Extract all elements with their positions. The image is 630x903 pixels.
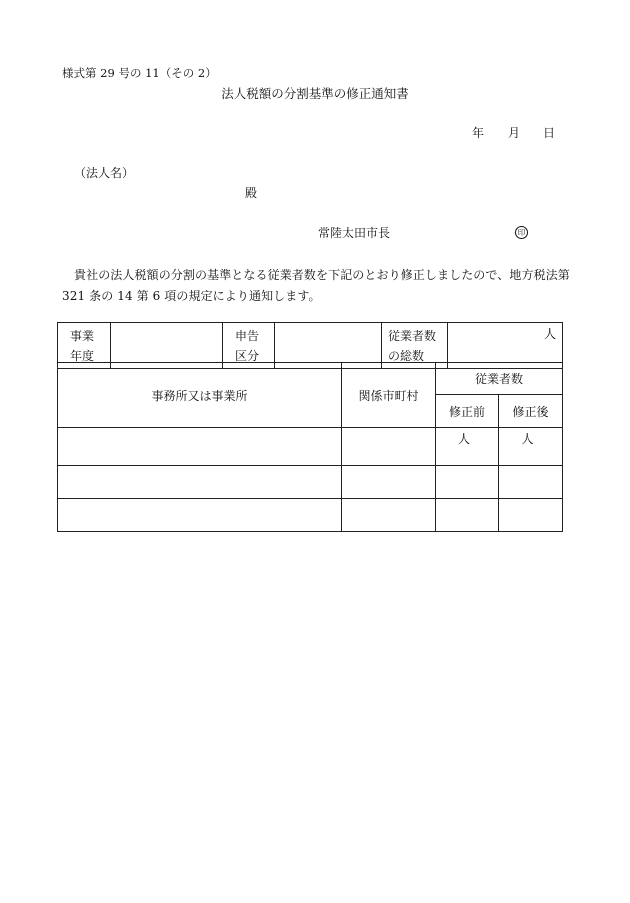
employees-header: 従業者数 — [436, 363, 563, 395]
total-employees-label-line1: 従業者数 — [388, 328, 437, 343]
seal-mark-icon: 印 — [515, 226, 528, 239]
after-correction-cell[interactable] — [499, 466, 563, 499]
municipality-cell[interactable] — [342, 466, 436, 499]
issuer-name: 常陸太田市長 — [318, 226, 391, 240]
after-unit: 人 — [521, 432, 534, 446]
municipality-header: 関係市町村 — [342, 363, 436, 428]
total-employees-unit: 人 — [543, 327, 556, 341]
date-day-label: 日 — [543, 126, 556, 140]
before-correction-header: 修正前 — [436, 395, 499, 428]
municipality-cell[interactable] — [342, 499, 436, 532]
office-cell[interactable] — [58, 499, 342, 532]
filing-type-label-line2: 区分 — [235, 348, 260, 363]
corporation-name-label: （法人名） — [74, 166, 135, 180]
total-employees-label-line2: の総数 — [388, 348, 425, 363]
before-correction-cell[interactable] — [436, 499, 499, 532]
fiscal-year-label-line1: 事業 — [70, 328, 95, 343]
table-row — [58, 466, 563, 499]
after-correction-cell[interactable] — [499, 428, 563, 466]
date-month-label: 月 — [508, 126, 521, 140]
notice-body-text: 貴社の法人税額の分割の基準となる従業者数を下記のとおり修正しましたので、地方税法第 321 条の 14 第 6 項の規定により通知します。 — [62, 268, 570, 303]
after-correction-cell[interactable] — [499, 499, 563, 532]
table-row — [58, 499, 563, 532]
municipality-cell[interactable] — [342, 428, 436, 466]
office-header: 事務所又は事業所 — [58, 363, 342, 428]
office-cell[interactable] — [58, 466, 342, 499]
recipient-honorific: 殿 — [245, 186, 258, 200]
before-correction-cell[interactable] — [436, 466, 499, 499]
header-row — [58, 363, 563, 395]
form-number: 様式第 29 号の 11（その 2） — [62, 66, 217, 80]
document-title: 法人税額の分割基準の修正通知書 — [221, 86, 409, 101]
after-correction-header: 修正後 — [499, 395, 563, 428]
office-employees-table — [57, 362, 563, 532]
before-correction-cell[interactable] — [436, 428, 499, 466]
table-row — [58, 428, 563, 466]
fiscal-year-label-line2: 年度 — [70, 348, 95, 363]
filing-type-label-line1: 申告 — [235, 328, 260, 343]
office-cell[interactable] — [58, 428, 342, 466]
before-unit: 人 — [457, 432, 470, 446]
date-year-label: 年 — [472, 126, 485, 140]
